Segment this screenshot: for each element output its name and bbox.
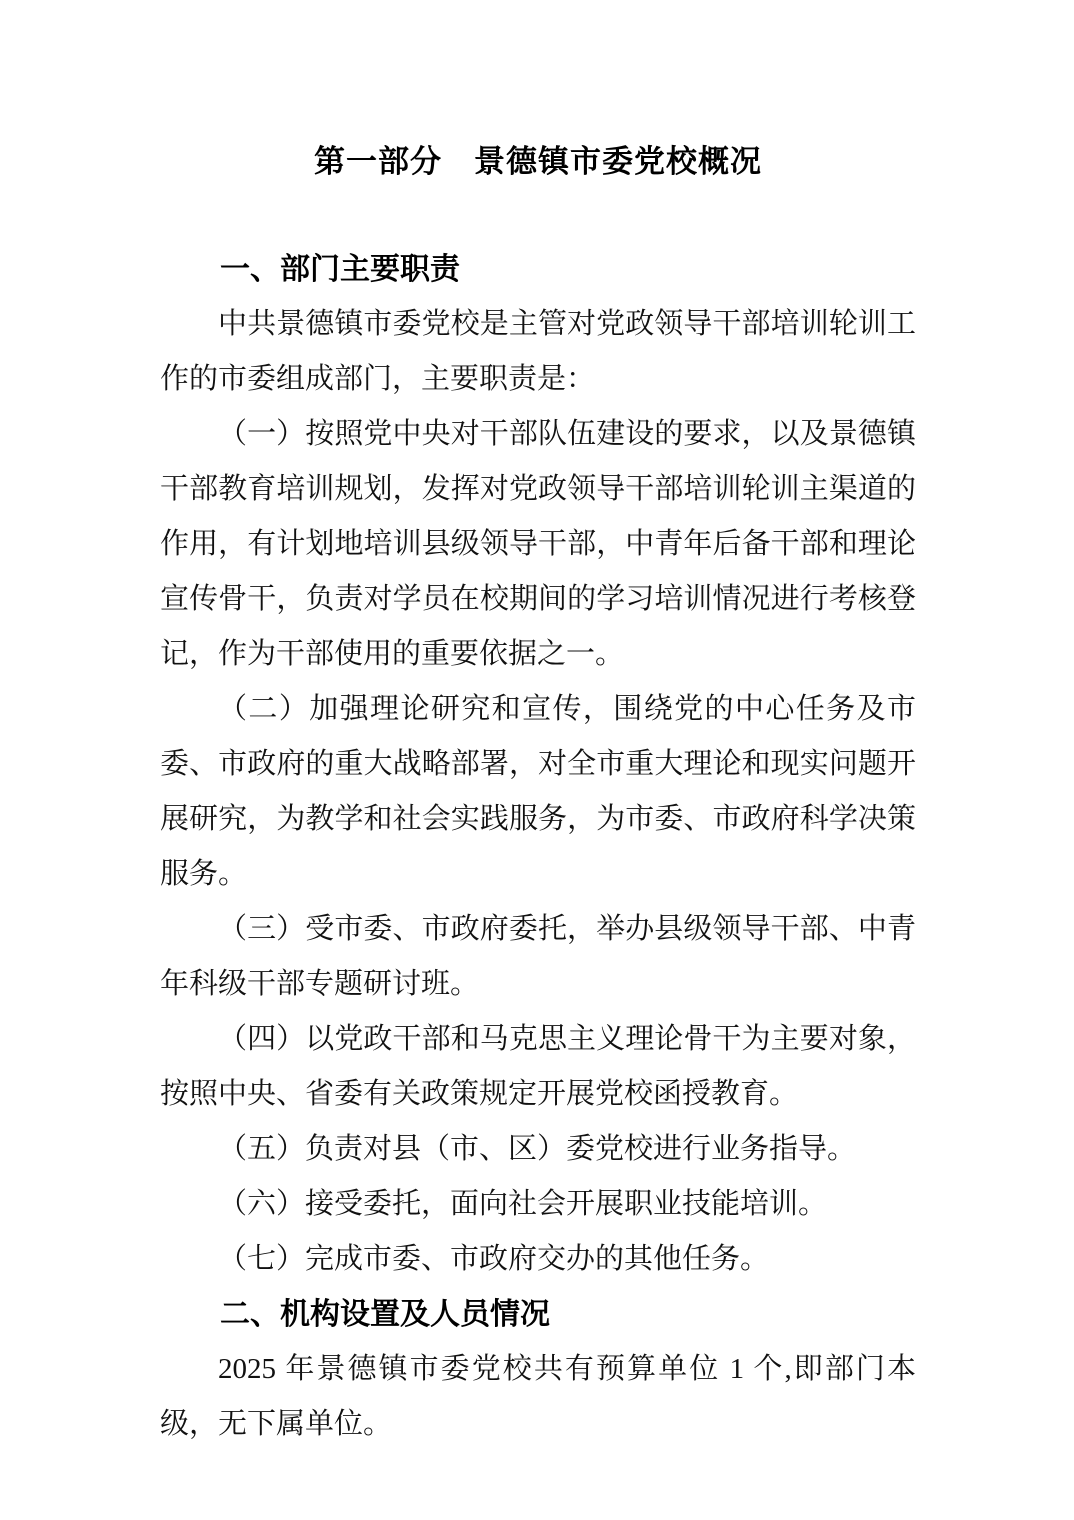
section-heading-2: 二、机构设置及人员情况 bbox=[220, 1298, 550, 1331]
paragraph: （六）接受委托，面向社会开展职业技能培训。 bbox=[218, 1188, 828, 1220]
paragraph: （二）加强理论研究和宣传，围绕党的中心任务及市委、市政府的重大战略部署，对全市重大理论和现实问题开展研究，为教学和社会实践服务，为市委、市政府科学决策服务。 bbox=[160, 693, 916, 890]
paragraph: （一）按照党中央对干部队伍建设的要求，以及景德镇干部教育培训规划，发挥对党政领导干部培训轮训主渠道的作用，有计划地培训县级领导干部，中青年后备干部和理论宣传骨干，负责对学员在校期间的学习培训情况进行考核登记，作为干部使用的重要依据之一。 bbox=[160, 418, 916, 670]
document-body bbox=[160, 242, 916, 1452]
paragraph: 中共景德镇市委党校是主管对党政领导干部培训轮训工作的市委组成部门，主要职责是： bbox=[160, 308, 916, 395]
paragraph: （三）受市委、市政府委托，举办县级领导干部、中青年科级干部专题研讨班。 bbox=[160, 913, 916, 1000]
paragraph: （四）以党政干部和马克思主义理论骨干为主要对象，按照中央、省委有关政策规定开展党校函授教育。 bbox=[160, 1023, 916, 1110]
paragraph: （七）完成市委、市政府交办的其他任务。 bbox=[218, 1243, 770, 1275]
paragraph: 2025 年景德镇市委党校共有预算单位 1 个,即部门本级，无下属单位。 bbox=[160, 1353, 916, 1440]
section-heading-1: 一、部门主要职责 bbox=[220, 253, 460, 286]
paragraph: （五）负责对县（市、区）委党校进行业务指导。 bbox=[218, 1133, 857, 1165]
document-title: 第一部分 景德镇市委党校概况 bbox=[314, 144, 762, 179]
